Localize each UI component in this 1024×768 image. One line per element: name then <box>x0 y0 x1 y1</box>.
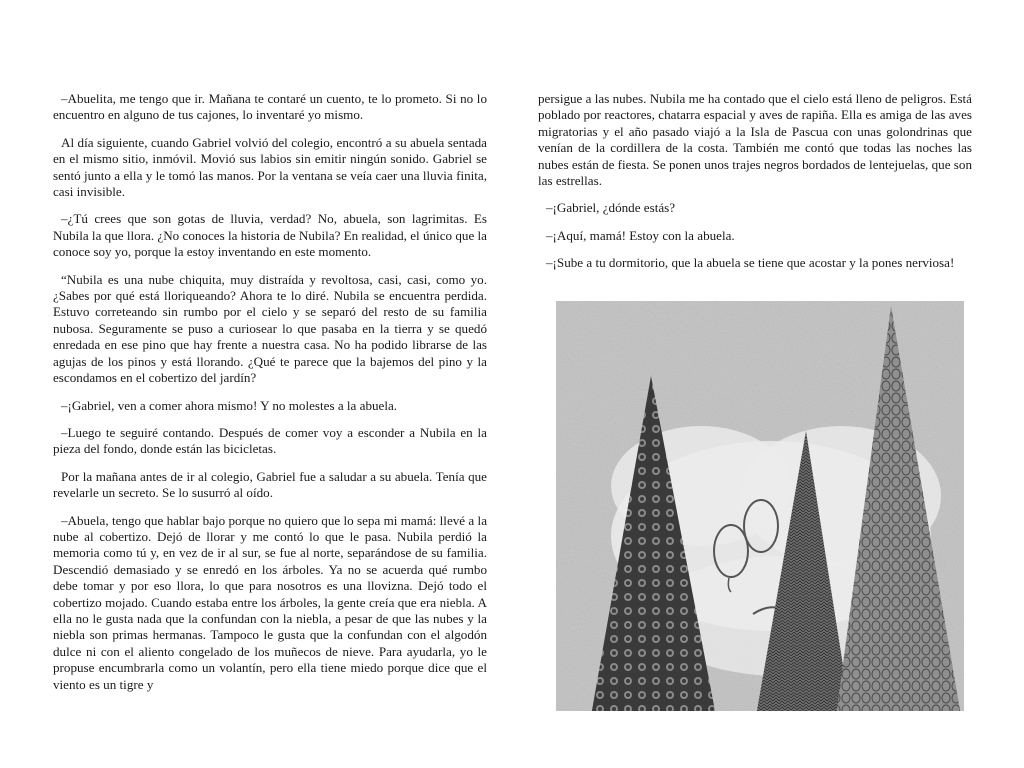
paragraph: –¡Aquí, mamá! Estoy con la abuela. <box>546 227 735 243</box>
left-text-column <box>53 91 487 704</box>
right-text-column <box>538 91 972 283</box>
paragraph: –Abuela, tengo que hablar bajo porque no quiero que lo sepa mi mamá: llevé a la nube al cobertizo. Dejó de llorar y me contó lo que le pasa. Nubila perdió la memoria como tú y, en vez de ir al sur, se fue al norte, separándose de su familia. Descendió demasiado y se enredó en los árboles. Ya no se acuerda qué rumbo debe tomar y por eso llora, lo que para nosotros es una llovizna. Dejó todo el cobertizo mojado. Cuando estaba entre los árboles, la gente creía que era niebla. A ella no le gusta nada que la confundan con la niebla, a pesar de que las nubes y la niebla son primas hermanas. Tampoco le gusta que la confundan con el algodón dulce ni con el aliento congelado de los muñecos de nieve. Para ayudarla, yo le propuse encumbrarla como un volantín, pero ella tiene miedo porque dice que el viento es un tigre y <box>53 512 487 692</box>
paragraph: –¡Sube a tu dormitorio, que la abuela se tiene que acostar y la pones nerviosa! <box>546 255 955 271</box>
paragraph: –¡Gabriel, ven a comer ahora mismo! Y no molestes a la abuela. <box>61 397 398 413</box>
paragraph: –Abuelita, me tengo que ir. Mañana te contaré un cuento, te lo prometo. Si no lo encuentro en alguno de tus cajones, lo inventaré yo mismo. <box>53 91 487 123</box>
story-illustration <box>551 296 969 716</box>
paragraph: Al día siguiente, cuando Gabriel volvió del colegio, encontró a su abuela sentada en el mismo sitio, inmóvil. Movió sus labios sin emitir ningún sonido. Gabriel se sentó junto a ella y le tomó las manos. Por la ventana se veía caer una lluvia finita, casi invisible. <box>53 134 487 200</box>
paragraph: “Nubila es una nube chiquita, muy distraída y revoltosa, casi, casi, como yo. ¿Sabes por qué está lloriqueando? Ahora te lo diré. Nubila se encuentra perdida. Estuvo correteando sin rumbo por el cielo y se separó del resto de su familia nubosa. Seguramente se puso a curiosear lo que pasaba en la tierra y se quedó enredada en ese pino que hay frente a nuestra casa. No ha podido librarse de las agujas de los pinos y está llorando. ¿Qué te parece que la bajemos del pino y la escondamos en el cobertizo del jardín? <box>53 271 487 386</box>
paragraph: Por la mañana antes de ir al colegio, Gabriel fue a saludar a su abuela. Tenía que revelarle un secreto. Se lo susurró al oído. <box>53 468 487 501</box>
paragraph: –¡Gabriel, ¿dónde estás? <box>546 200 676 216</box>
paragraph: persigue a las nubes. Nubila me ha contado que el cielo está lleno de peligros. Está poblado por reactores, chatarra espacial y aves de rapiña. Ella es amiga de las aves migratorias y el año pasado viajó a la Isla de Pascua con unas golondrinas que venían de la cordillera de la costa. También me contó que todas las noches las nubes están de fiesta. Se ponen unos trajes negros bordados de lentejuelas, que son las estrellas. <box>538 91 972 189</box>
paragraph: –Luego te seguiré contando. Después de comer voy a esconder a Nubila en la pieza del fondo, donde están las bicicletas. <box>53 424 487 457</box>
paragraph: –¿Tú crees que son gotas de lluvia, verdad? No, abuela, son lagrimitas. Es Nubila la que llora. ¿No conoces la historia de Nubila? En realidad, el único que la conoce soy yo, porque la estoy inventando en este momento. <box>53 211 487 260</box>
cloud-among-pines-illustration <box>551 296 969 716</box>
